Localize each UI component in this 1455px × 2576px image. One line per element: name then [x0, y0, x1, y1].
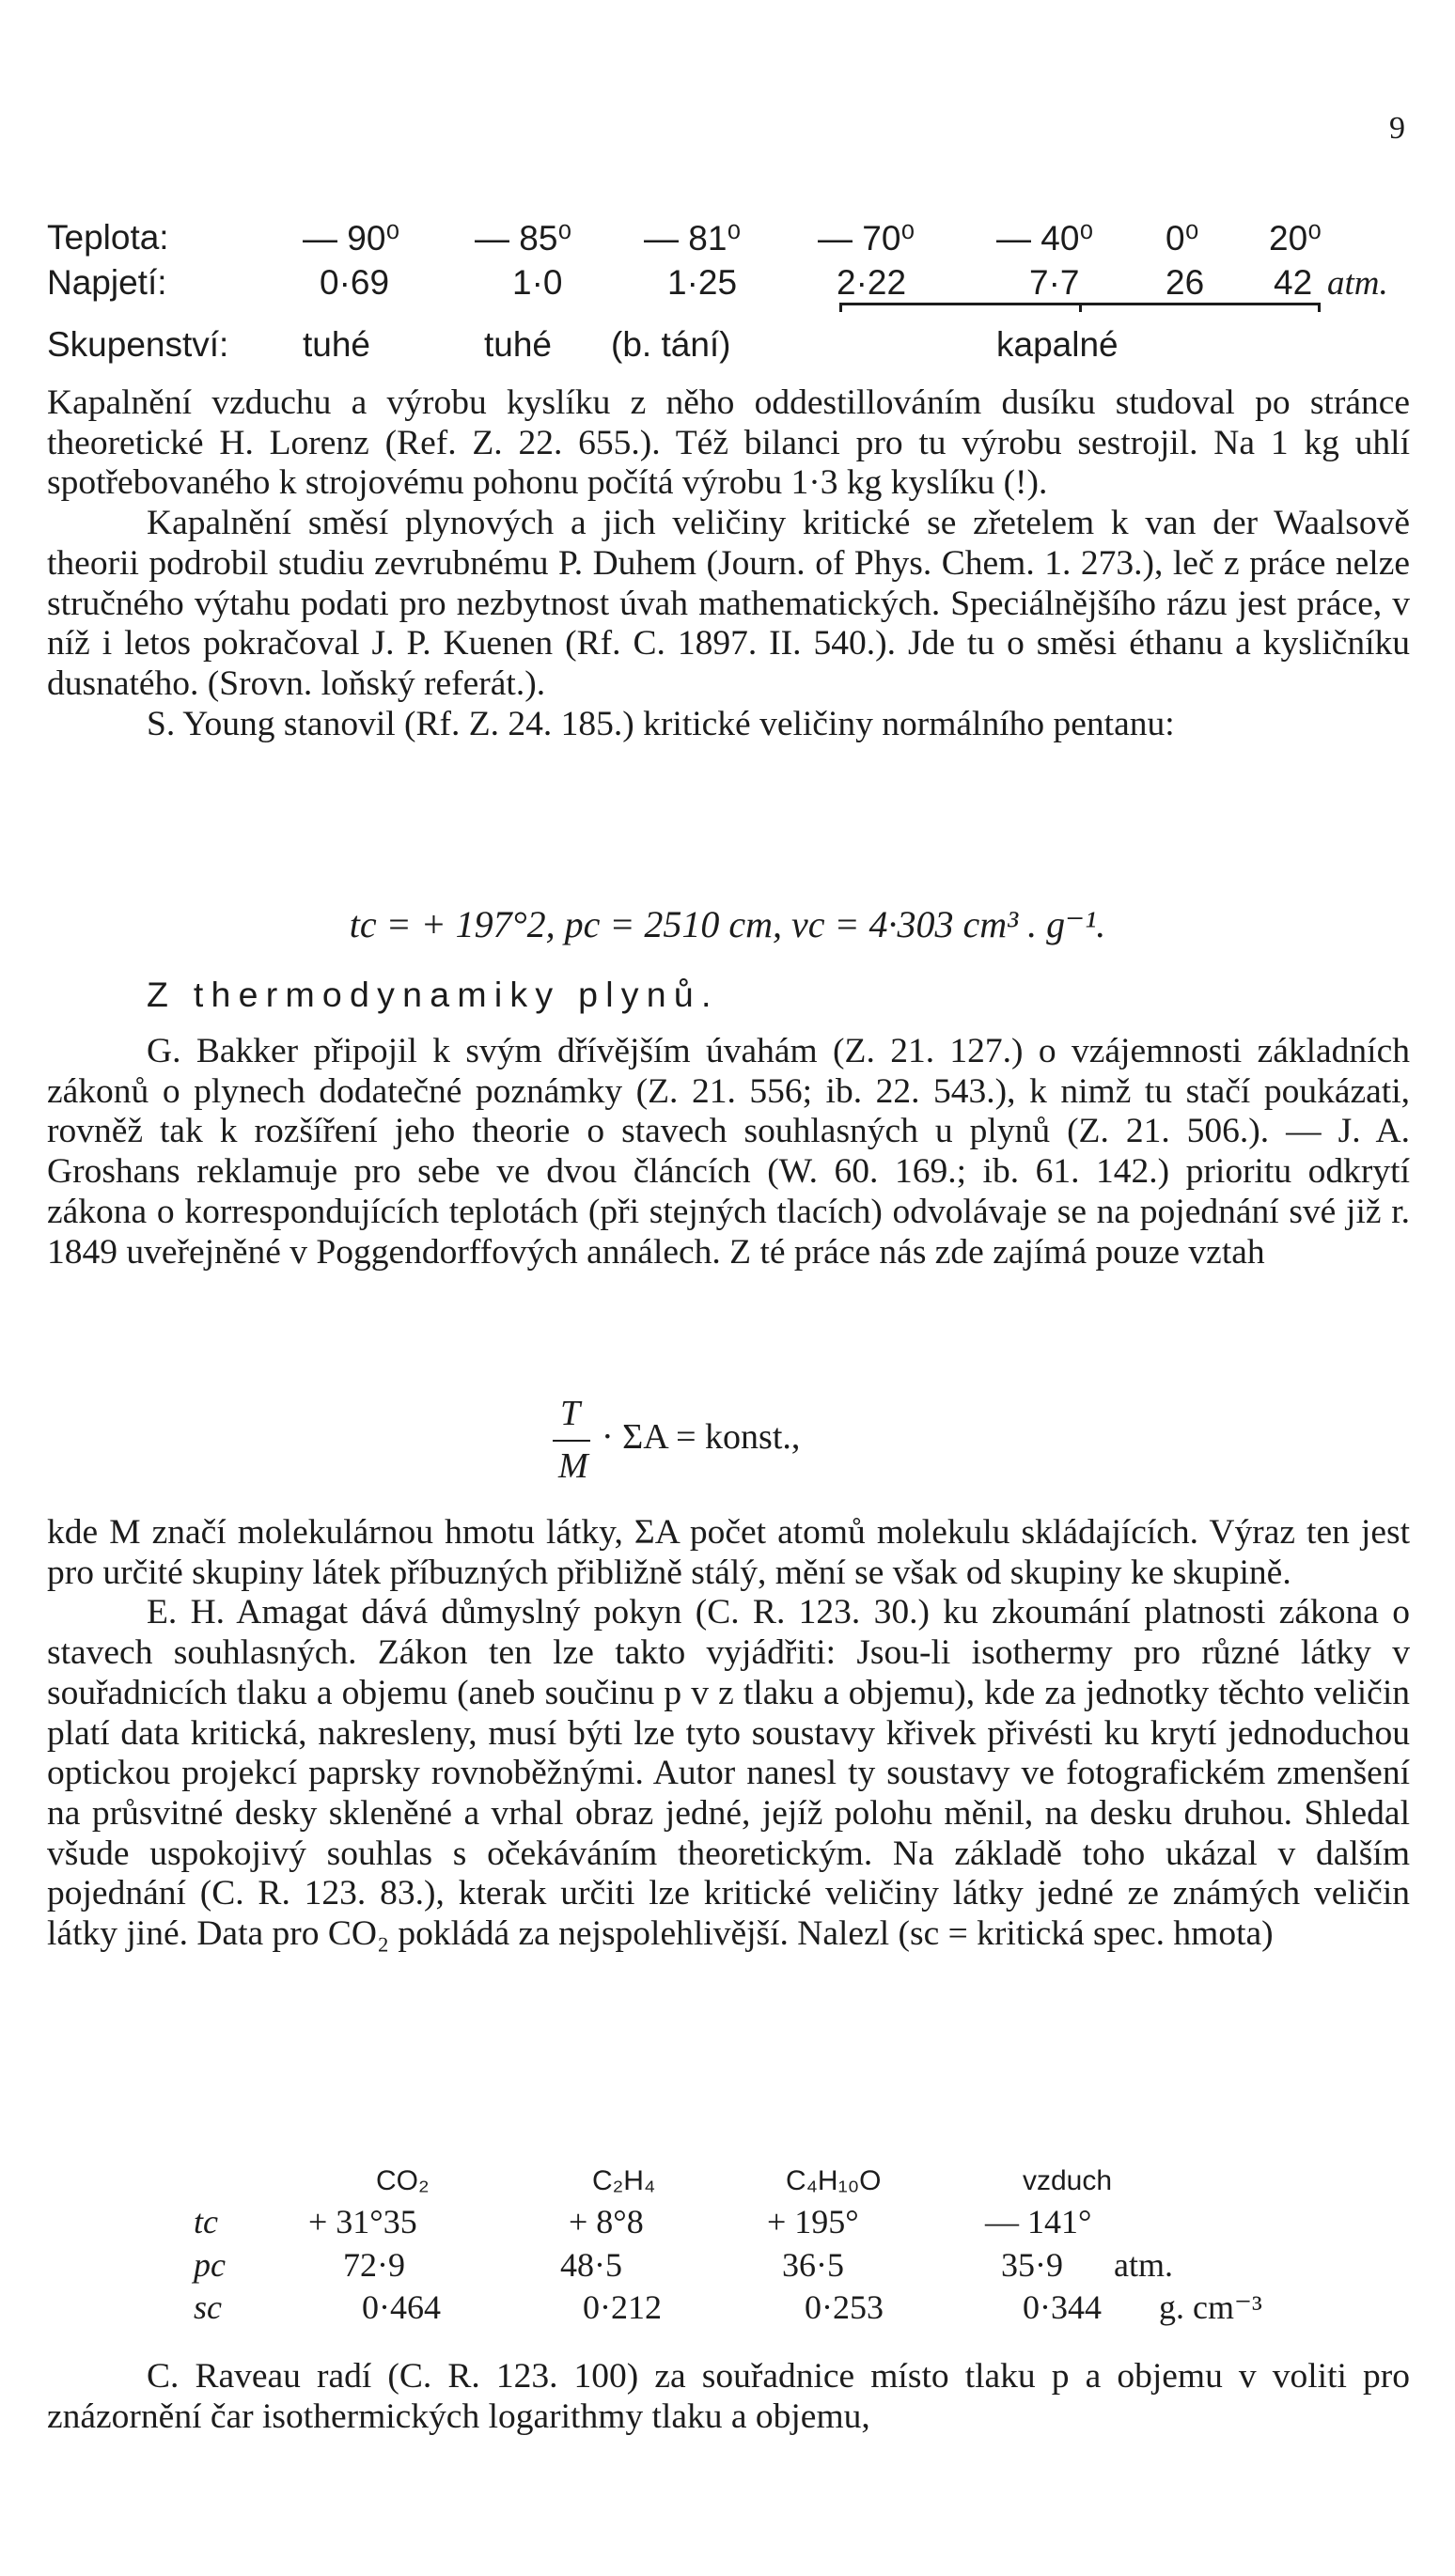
table-cell: 1·25 [667, 263, 738, 302]
table-cell: 36·5 [782, 2246, 844, 2284]
paragraph-block-4 [47, 2357, 1410, 2437]
row-label: pc [194, 2246, 226, 2284]
brace-tick [839, 303, 842, 312]
paragraph: G. Bakker připojil k svým dřívějším úvahám (Z. 21. 127.) o vzájemnosti základních zákonů o plynech dodatečné poznámky (Z. 21. 556; ib. 22. 543.), k nimž tu stačí poukázati, rovněž tak k rozšíření jeho theorie o stavech souhlasných u plynů (Z. 21. 506.). — J. A. Groshans reklamuje pro sebe ve dvou článcích (W. 60. 169.; ib. 61. 142.) prioritu odkrytí zákona o korrespondujících teplotách (při stejných tlacích) odvolávaje se na pojednání své již r. 1849 uveřejněné v Poggendorffových annálech. Z té práce nás zde zajímá pouze vztah [47, 1032, 1410, 1272]
table-cell: 48·5 [560, 2246, 622, 2284]
row-label: Napjetí: [47, 263, 167, 302]
table-cell: tuhé [484, 325, 553, 364]
paragraph: Kapalnění vzduchu a výrobu kyslíku z něho oddestillováním dusíku studoval po stránce theoretické H. Lorenz (Ref. Z. 22. 655.). Též bilanci pro tu výrobu sestrojil. Na 1 kg uhlí spotřebovaného k strojovému pohonu počítá výrobu 1·3 kg kyslíku (!). [47, 383, 1410, 503]
unit-label: g. cm⁻³ [1159, 2288, 1262, 2326]
table-cell: 0·464 [362, 2288, 441, 2326]
paragraph: kde M značí molekulárnou hmotu látky, ΣA počet atomů molekulu skládajících. Výraz ten jest pro určité skupiny látek příbuzných přibližně stálý, mění se však od skupiny ke skupině. [47, 1513, 1410, 1592]
paragraph-block-1 [47, 383, 1410, 744]
table-cell: 0·212 [583, 2288, 662, 2326]
unit-label: atm. [1327, 264, 1388, 303]
table-cell: 0·69 [320, 263, 390, 302]
table-cell: + 8°8 [569, 2203, 644, 2240]
table-cell: + 195° [767, 2203, 859, 2240]
table-cell: — 90⁰ [303, 219, 400, 258]
data-table-row [0, 2202, 1455, 2245]
paragraph: C. Raveau radí (C. R. 123. 100) za souřadnice místo tlaku p a objemu v voliti pro znázornění čar isothermických logarithmy tlaku a objemu, [47, 2357, 1410, 2436]
table-cell: 35·9 [1001, 2246, 1063, 2284]
table-cell: — 141° [985, 2203, 1092, 2240]
column-header: C₂H₄ [592, 2165, 656, 2196]
table-cell: — 81⁰ [644, 219, 742, 258]
formula-critical-values: tc = + 197°2, pc = 2510 cm, vc = 4·303 cm³ . g⁻¹. [349, 903, 1106, 945]
section-title: Z thermodynamiky plynů. [147, 975, 719, 1014]
row-label: sc [194, 2288, 222, 2326]
column-header: CO₂ [376, 2165, 430, 2196]
fraction-denominator: M [558, 1446, 588, 1486]
table-cell: 7·7 [1029, 263, 1080, 302]
table-cell: — 40⁰ [996, 219, 1094, 258]
brace-tick [1079, 303, 1082, 312]
paragraph: Kapalnění směsí plynových a jich veličiny kritické se zřetelem k van der Waalsově theorii podrobil studiu zevrubnému P. Duhem (Journ. of Phys. Chem. 1. 273.), leč z práce nelze stručného výtahu podati pro nezbytnost úvah mathematických. Speciálnějšího rázu jest práce, v níž i letos pokračoval J. P. Kuenen (Rf. C. 1897. II. 540.). Jde tu o směsi éthanu a kysličníku dusnatého. (Srovn. loňský referát.). [47, 504, 1410, 703]
fraction-bar [553, 1440, 590, 1442]
column-header: C₄H₁₀O [786, 2165, 882, 2196]
table-cell: 20⁰ [1269, 219, 1322, 258]
table-cell: + 31°35 [308, 2203, 417, 2240]
table-cell: (b. tání) [611, 325, 731, 364]
brace-tick [1318, 303, 1321, 312]
table-row-state [47, 325, 1419, 372]
table-cell: 1·0 [512, 263, 563, 302]
unit-label: atm. [1114, 2246, 1173, 2284]
formula-rest: · ΣA = konst., [602, 1417, 801, 1457]
paragraph-block-2 [47, 1032, 1410, 1272]
table-cell: — 70⁰ [818, 219, 915, 258]
data-table-row [0, 2287, 1455, 2331]
table-row-temperature [47, 218, 1419, 265]
table-cell: 2·22 [837, 263, 907, 302]
paragraph-block-3 [47, 1513, 1410, 1955]
table-cell: kapalné [996, 325, 1119, 364]
table-cell: — 85⁰ [475, 219, 572, 258]
table-cell: 0⁰ [1166, 219, 1199, 258]
paragraph: S. Young stanovil (Rf. Z. 24. 185.) kritické veličiny normálního pentanu: [147, 704, 1175, 743]
table-cell: 72·9 [343, 2246, 405, 2284]
column-header: vzduch [1023, 2165, 1113, 2196]
data-table-row [0, 2245, 1455, 2288]
table-cell: tuhé [303, 325, 371, 364]
row-label: tc [194, 2203, 218, 2240]
table-cell: 26 [1166, 263, 1205, 302]
fraction-numerator: T [560, 1394, 581, 1433]
table-cell: 0·344 [1023, 2288, 1102, 2326]
page-number: 9 [1389, 111, 1405, 146]
row-label: Skupenství: [47, 325, 229, 364]
paragraph: E. H. Amagat dává důmyslný pokyn (C. R. 123. 30.) ku zkoumání platnosti zákona o stavech souhlasných. Zákon ten lze takto vyjádřiti: Jsou-li isothermy pro různé látky v souřadnicích tlaku a objemu (aneb součinu p v z tlaku a objemu), kde za jednotky těchto veličin platí data kritická, nakresleny, musí býti lze tyto soustavy křivek přivésti ku krytí jednoduchou optickou projekcí paprsky rovnoběžnými. Autor nanesl ty soustavy ve fotografickém zmenšení na průsvitné desky skleněné a vrhal obraz jedné, jejíž polohu měnil, na desku druhou. Shledal všude uspokojivý souhlas s očekáváním theoretickým. Na základě toho ukázal v dalším pojednání (C. R. 123. 83.), kterak určiti lze kritické veličiny látky jedné ze známých veličin látky jiné. Data pro CO₂ pokládá za nejspolehlivější. Nalezl (sc = kritická spec. hmota) [47, 1593, 1410, 1954]
row-label: Teplota: [47, 218, 169, 257]
table-cell: 0·253 [805, 2288, 884, 2326]
table-cell: 42 [1274, 263, 1313, 302]
